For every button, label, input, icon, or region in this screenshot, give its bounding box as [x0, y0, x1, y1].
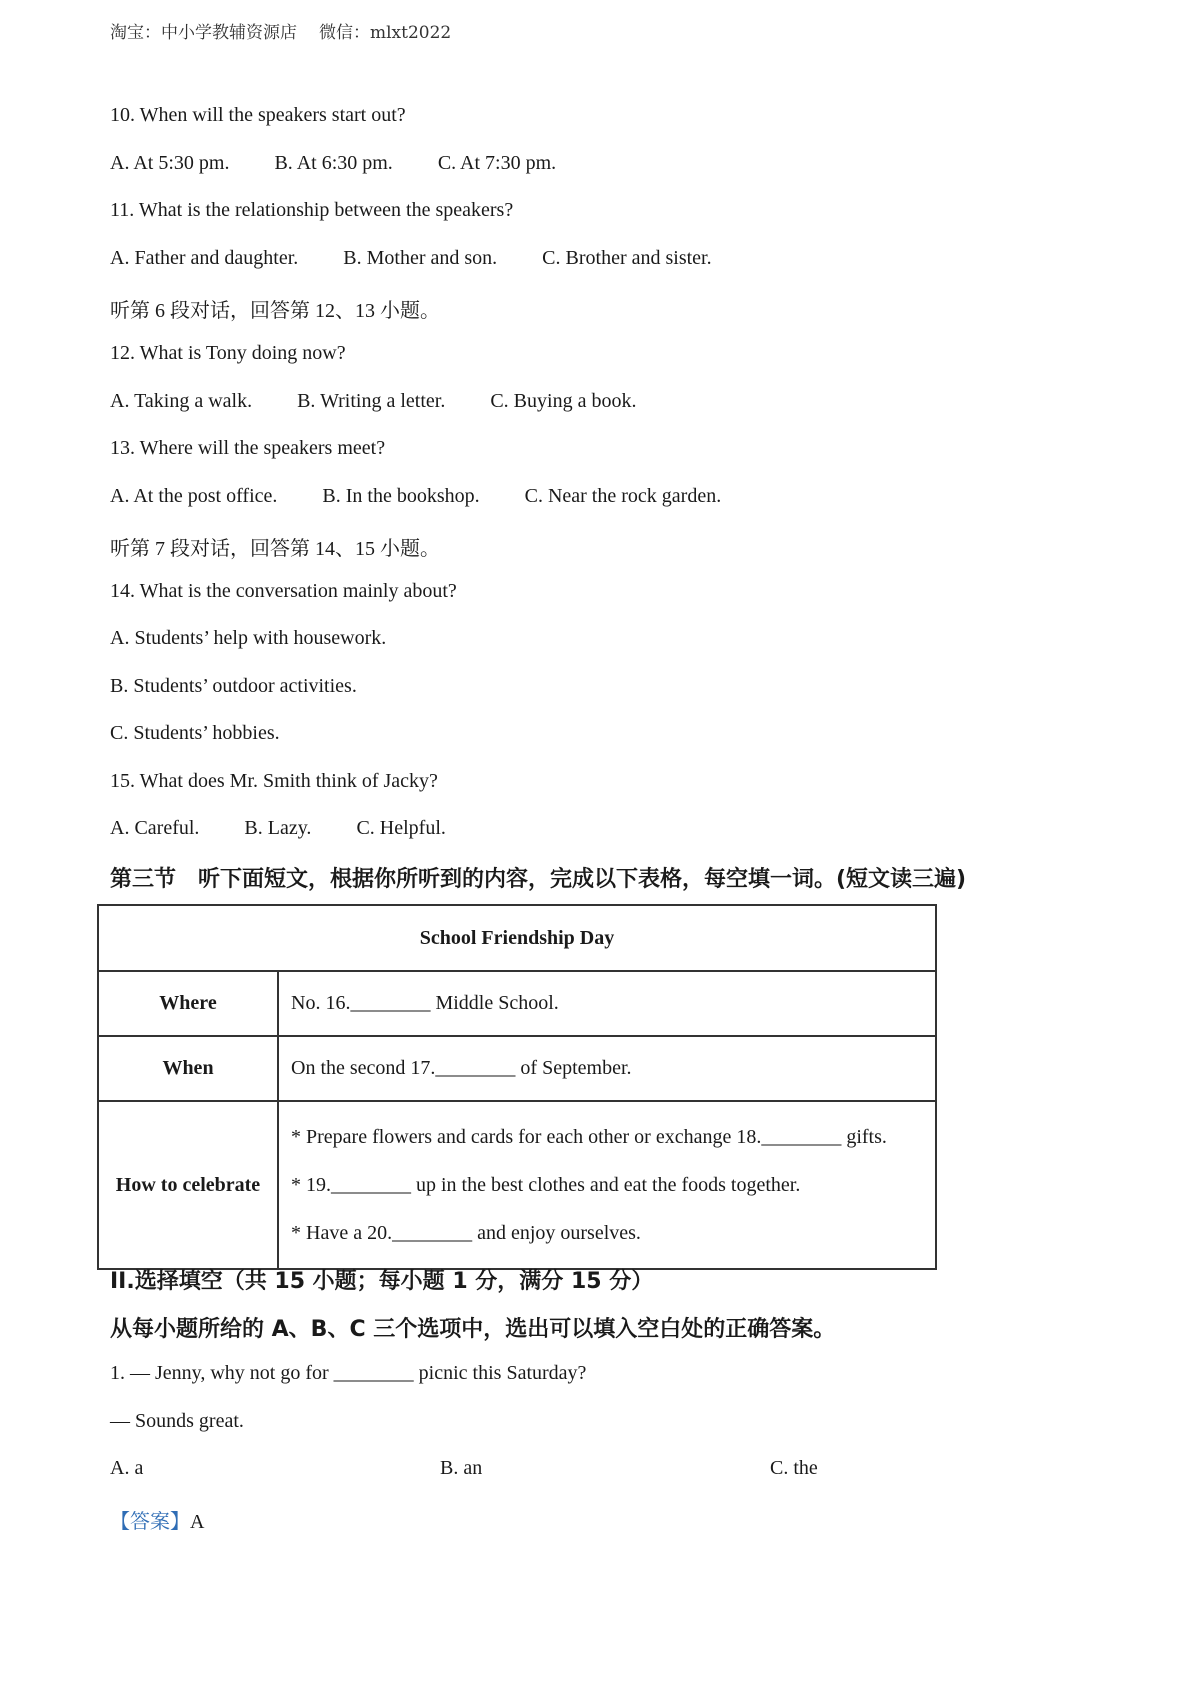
- q11-options: [110, 247, 712, 270]
- part-2-instruction: 从每小题所给的 A、B、C 三个选项中，选出可以填入空白处的正确答案。: [110, 1317, 836, 1342]
- q15-options: [110, 817, 446, 840]
- q10-question: 10. When will the speakers start out?: [110, 104, 406, 126]
- q13-option-a: A. At the post office.: [110, 485, 278, 507]
- q15-option-c: C. Helpful.: [356, 817, 446, 839]
- section-3-heading: 第三节 听下面短文，根据你所听到的内容，完成以下表格，每空填一词。(短文读三遍): [110, 867, 967, 892]
- table-how-value: [278, 1101, 936, 1269]
- q13-question: 13. Where will the speakers meet?: [110, 437, 386, 459]
- header-shop: 淘宝：中小学教辅资源店: [110, 23, 297, 43]
- table-title: School Friendship Day: [98, 905, 936, 971]
- q1-line-2: — Sounds great.: [110, 1410, 244, 1432]
- q14-option-b: B. Students’ outdoor activities.: [110, 675, 357, 697]
- page-header: [110, 18, 451, 43]
- answer-value: A: [190, 1511, 205, 1533]
- q12-options: [110, 390, 636, 413]
- q1-option-b: B. an: [440, 1457, 483, 1479]
- part-2-heading: II.选择填空（共 15 小题；每小题 1 分，满分 15 分）: [110, 1269, 654, 1294]
- q10-option-c: C. At 7:30 pm.: [437, 152, 557, 174]
- table-where-value: No. 16.________ Middle School.: [278, 971, 936, 1036]
- q12-option-a: A. Taking a walk.: [110, 390, 253, 412]
- table-how-line-1: * Prepare flowers and cards for each other or exchange 18.________ gifts.: [291, 1126, 887, 1148]
- table-where-label: Where: [98, 971, 278, 1036]
- q11-option-a: A. Father and daughter.: [110, 247, 299, 269]
- q12-option-b: B. Writing a letter.: [297, 390, 446, 412]
- q13-options: [110, 485, 721, 508]
- table-when-value: On the second 17.________ of September.: [278, 1036, 936, 1101]
- q15-option-b: B. Lazy.: [244, 817, 312, 839]
- table-how-label: How to celebrate: [98, 1101, 278, 1269]
- q14-option-a: A. Students’ help with housework.: [110, 627, 387, 649]
- q10-option-a: A. At 5:30 pm.: [110, 152, 230, 174]
- q11-option-b: B. Mother and son.: [343, 247, 498, 269]
- q12-question: 12. What is Tony doing now?: [110, 342, 346, 364]
- q10-options: [110, 152, 556, 175]
- answer-line: [110, 1505, 204, 1534]
- friendship-day-table: [97, 904, 937, 1270]
- instruction-dialogue-7: 听第 7 段对话，回答第 14、15 小题。: [110, 538, 440, 560]
- q15-question: 15. What does Mr. Smith think of Jacky?: [110, 770, 438, 792]
- q14-option-c: C. Students’ hobbies.: [110, 722, 280, 744]
- q1-option-a: A. a: [110, 1457, 144, 1479]
- answer-tag: 【答案】: [110, 1511, 190, 1533]
- q13-option-b: B. In the bookshop.: [322, 485, 480, 507]
- instruction-dialogue-6: 听第 6 段对话，回答第 12、13 小题。: [110, 300, 440, 322]
- q1-option-c: C. the: [770, 1457, 818, 1479]
- q14-question: 14. What is the conversation mainly about?: [110, 580, 457, 602]
- q10-option-b: B. At 6:30 pm.: [274, 152, 393, 174]
- q11-option-c: C. Brother and sister.: [542, 247, 712, 269]
- q15-option-a: A. Careful.: [110, 817, 200, 839]
- table-how-line-2: * 19.________ up in the best clothes and eat the foods together.: [291, 1174, 801, 1196]
- table-how-line-3: * Have a 20.________ and enjoy ourselves.: [291, 1222, 641, 1244]
- q12-option-c: C. Buying a book.: [490, 390, 637, 412]
- table-when-label: When: [98, 1036, 278, 1101]
- q1-line-1: 1. — Jenny, why not go for ________ picnic this Saturday?: [110, 1362, 587, 1384]
- q13-option-c: C. Near the rock garden.: [524, 485, 722, 507]
- header-wechat: 微信：mlxt2022: [319, 23, 452, 43]
- q11-question: 11. What is the relationship between the speakers?: [110, 199, 514, 221]
